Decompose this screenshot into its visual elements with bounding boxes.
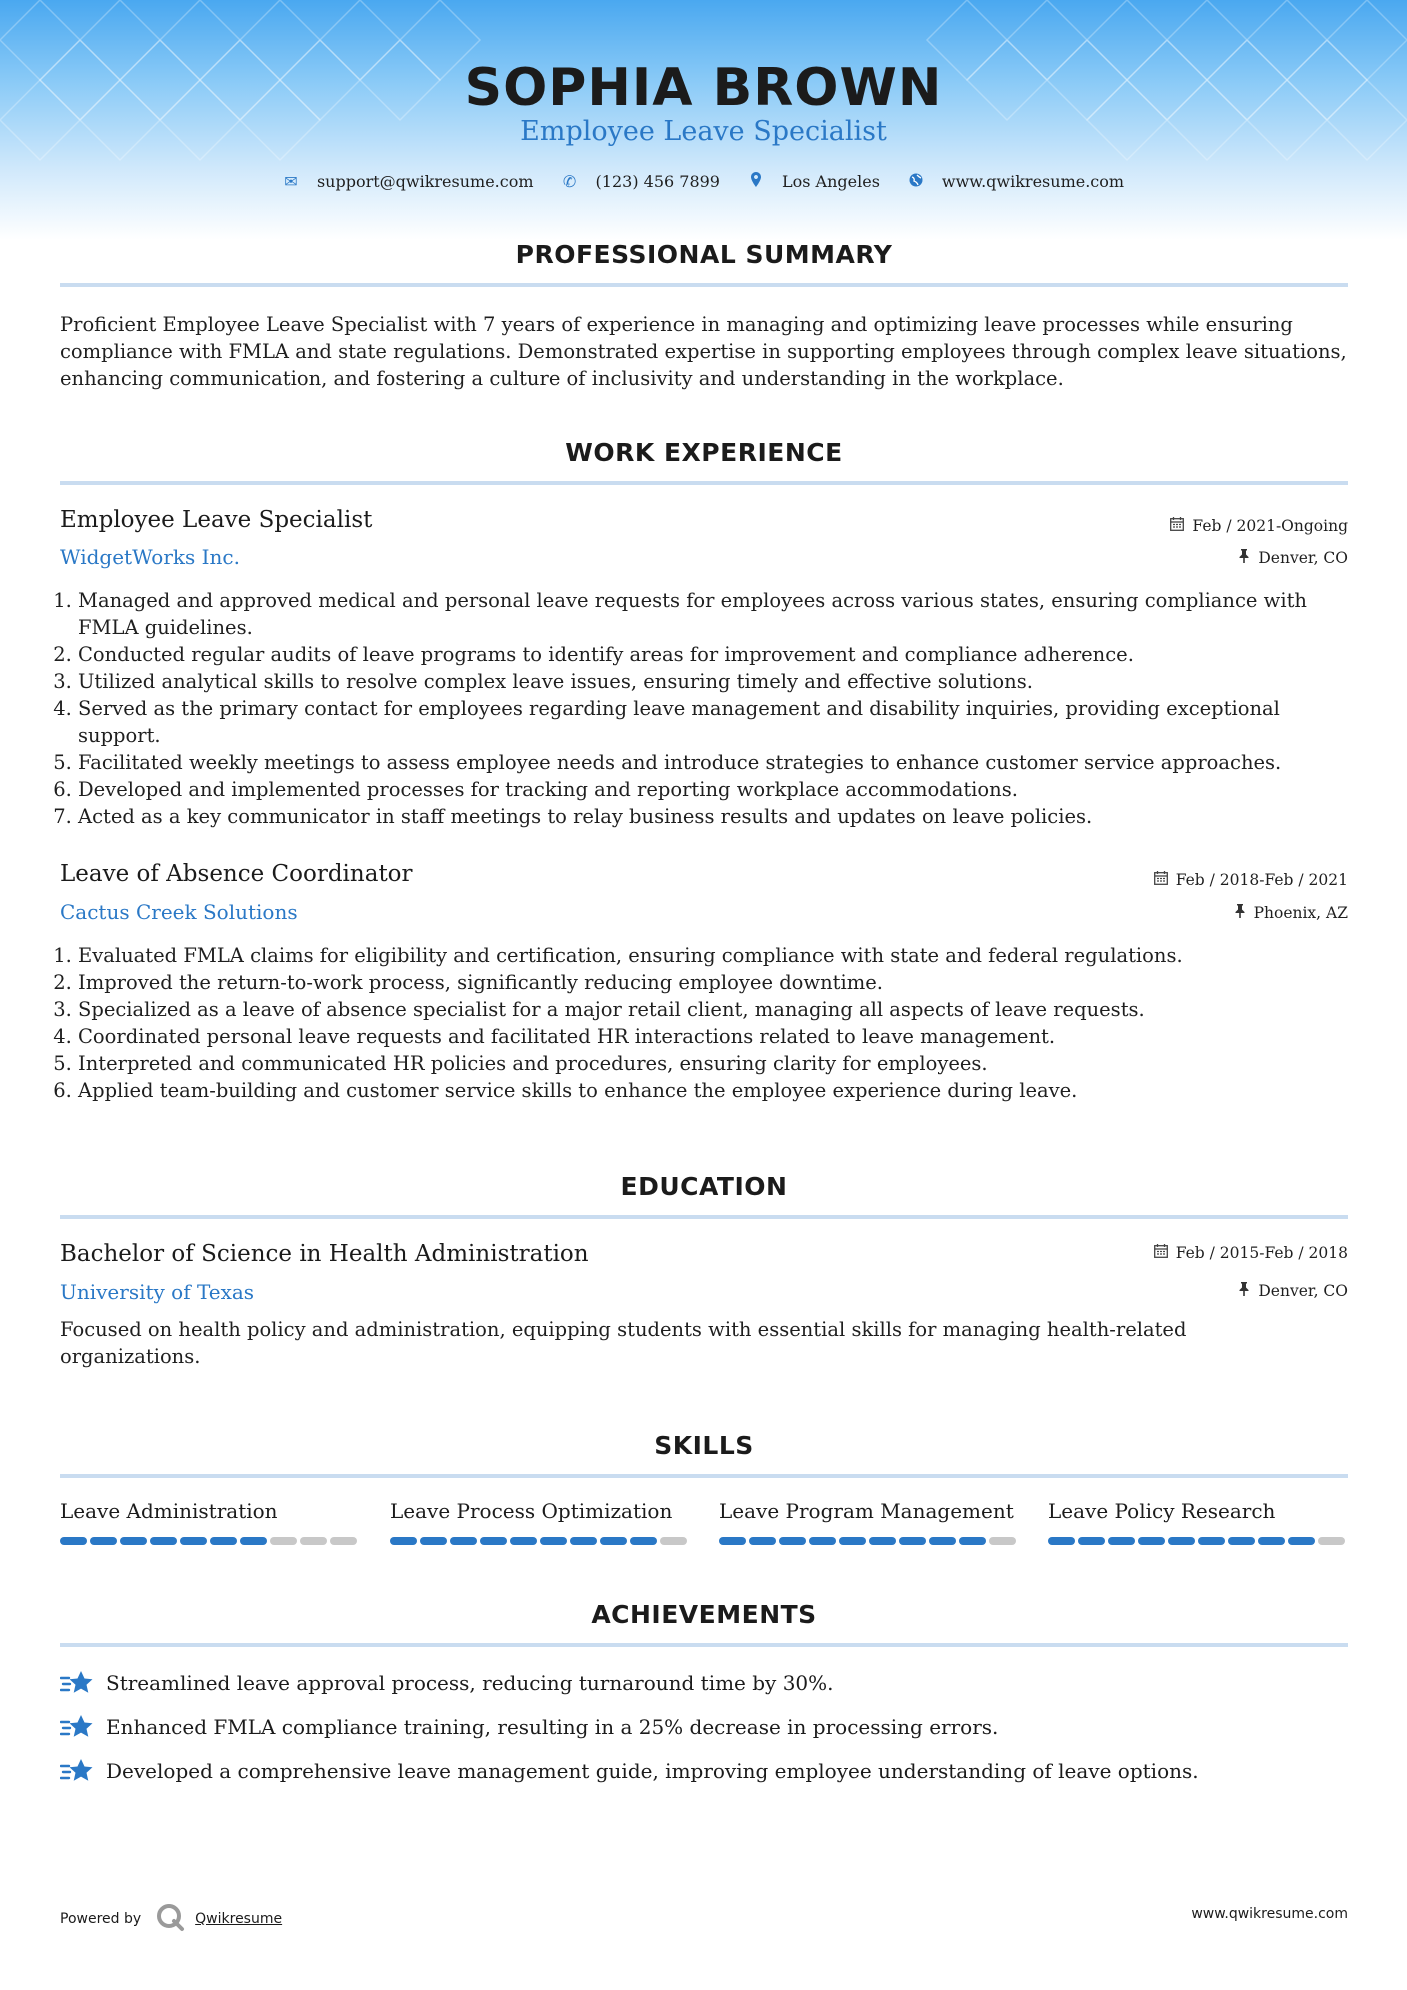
- job-bullets: [78, 587, 1348, 830]
- section-divider: [60, 1474, 1348, 1478]
- skill-level-segment: [300, 1537, 327, 1545]
- skill-level-segment: [839, 1537, 866, 1545]
- skill-level-segment: [390, 1537, 417, 1545]
- list-item: 6. Developed and implemented processes for tracking and reporting workplace accommodations.: [78, 776, 1348, 803]
- section-divider: [60, 1643, 1348, 1647]
- skill-level-segment: [240, 1537, 267, 1545]
- skill-level-segment: [749, 1537, 776, 1545]
- skill-level-segment: [899, 1537, 926, 1545]
- skill-level-segment: [330, 1537, 357, 1545]
- list-item: 3. Specialized as a leave of absence specialist for a major retail client, managing all aspects of leave requests.: [78, 996, 1348, 1023]
- skill-level-segment: [570, 1537, 597, 1545]
- job-dates: [1170, 517, 1348, 535]
- contact-email[interactable]: [283, 172, 534, 191]
- section-divider: [60, 1215, 1348, 1219]
- skill-level-segment: [1318, 1537, 1345, 1545]
- pin-icon: [1238, 1282, 1250, 1300]
- skill-level-segment: [1168, 1537, 1195, 1545]
- list-item: 7. Acted as a key communicator in staff meetings to relay business results and updates on leave policies.: [78, 803, 1348, 830]
- qwikresume-logo-icon: [155, 1902, 185, 1936]
- skill-level-segment: [1108, 1537, 1135, 1545]
- skill-level-segment: [1288, 1537, 1315, 1545]
- list-item: 5. Facilitated weekly meetings to assess employee needs and introduce strategies to enhance customer service approaches.: [78, 749, 1348, 776]
- education-description: Focused on health policy and administration, equipping students with essential skills for managing health-related organizations.: [60, 1318, 1187, 1368]
- skill-level-segment: [1258, 1537, 1285, 1545]
- skill-item: [60, 1499, 360, 1545]
- job-dates-text: Feb / 2021-Ongoing: [1192, 517, 1348, 535]
- list-item: 1. Managed and approved medical and personal leave requests for employees across various states, ensuring compliance with FMLA guidelines.: [78, 587, 1348, 641]
- calendar-icon: [1154, 871, 1168, 889]
- list-item: 6. Applied team-building and customer service skills to enhance the employee experience during leave.: [78, 1077, 1348, 1104]
- skill-name: Leave Process Optimization: [390, 1499, 673, 1523]
- skill-level-segment: [420, 1537, 447, 1545]
- contact-bar: [0, 172, 1407, 191]
- achievement-item: [60, 1757, 1199, 1785]
- skill-level-bar: [1048, 1537, 1348, 1545]
- skill-level-segment: [90, 1537, 117, 1545]
- skill-level-segment: [150, 1537, 177, 1545]
- job-title: Employee Leave Specialist: [60, 507, 373, 533]
- achievements-heading: ACHIEVEMENTS: [591, 1600, 817, 1629]
- contact-location: [748, 172, 880, 191]
- experience-heading: WORK EXPERIENCE: [565, 438, 843, 467]
- skill-level-segment: [450, 1537, 477, 1545]
- contact-email-text: support@qwikresume.com: [316, 172, 534, 191]
- achievement-item: [60, 1669, 834, 1697]
- list-item: 4. Coordinated personal leave requests and facilitated HR interactions related to leave management.: [78, 1023, 1348, 1050]
- job-bullets: [78, 942, 1348, 1104]
- skill-level-segment: [630, 1537, 657, 1545]
- contact-phone[interactable]: [562, 172, 720, 191]
- skill-level-segment: [929, 1537, 956, 1545]
- skill-level-segment: [540, 1537, 567, 1545]
- skill-level-segment: [1228, 1537, 1255, 1545]
- job-location-text: Phoenix, AZ: [1253, 904, 1348, 922]
- phone-icon: ✆: [562, 172, 577, 191]
- contact-website-text: www.qwikresume.com: [941, 172, 1125, 191]
- skill-name: Leave Administration: [60, 1499, 278, 1523]
- skill-level-segment: [600, 1537, 627, 1545]
- job-company: Cactus Creek Solutions: [60, 900, 298, 924]
- footer-website[interactable]: www.qwikresume.com: [1191, 1906, 1348, 1922]
- summary-text: Proficient Employee Leave Specialist with 7 years of experience in managing and optimizing leave processes while ensuring compliance with FMLA and state regulations. Demonstrated expertise in supporting employees through complex leave situations, enhancing communication, and fostering a culture of inclusivity and understanding in the workplace.: [60, 313, 1347, 390]
- envelope-icon: ✉: [284, 172, 298, 191]
- skill-level-segment: [1078, 1537, 1105, 1545]
- skill-level-segment: [180, 1537, 207, 1545]
- summary-heading: PROFESSIONAL SUMMARY: [515, 240, 893, 269]
- job-dates: [1154, 871, 1348, 889]
- section-divider: [60, 283, 1348, 287]
- skill-level-segment: [1048, 1537, 1075, 1545]
- skill-level-segment: [809, 1537, 836, 1545]
- qwikresume-link[interactable]: Qwikresume: [195, 1911, 283, 1927]
- education-heading: EDUCATION: [620, 1172, 788, 1201]
- list-item: 1. Evaluated FMLA claims for eligibility and certification, ensuring compliance with state and federal regulations.: [78, 942, 1348, 969]
- map-marker-icon: [748, 172, 764, 191]
- school-name: University of Texas: [60, 1280, 255, 1304]
- skill-name: Leave Policy Research: [1048, 1499, 1276, 1523]
- achievement-text: Enhanced FMLA compliance training, resulting in a 25% decrease in processing errors.: [106, 1715, 999, 1739]
- skill-level-bar: [390, 1537, 690, 1545]
- star-icon: [60, 1669, 94, 1697]
- skill-level-bar: [60, 1537, 360, 1545]
- job-title: Leave of Absence Coordinator: [60, 861, 413, 887]
- skill-name: Leave Program Management: [719, 1499, 1014, 1523]
- calendar-icon: [1170, 517, 1184, 535]
- candidate-name: SOPHIA BROWN: [464, 58, 943, 118]
- calendar-icon: [1154, 1244, 1168, 1262]
- powered-by-label: Powered by: [60, 1911, 142, 1927]
- job-company: WidgetWorks Inc.: [60, 545, 240, 569]
- pin-icon: [1234, 904, 1246, 922]
- job-location: [1234, 904, 1348, 922]
- contact-website[interactable]: [908, 172, 1124, 191]
- list-item: 3. Utilized analytical skills to resolve complex leave issues, ensuring timely and effective solutions.: [78, 668, 1348, 695]
- globe-icon: [908, 172, 924, 191]
- section-divider: [60, 481, 1348, 485]
- skill-level-segment: [210, 1537, 237, 1545]
- skill-level-segment: [1138, 1537, 1165, 1545]
- skill-level-segment: [869, 1537, 896, 1545]
- skill-level-segment: [270, 1537, 297, 1545]
- list-item: 2. Conducted regular audits of leave programs to identify areas for improvement and compliance adherence.: [78, 641, 1348, 668]
- job-location-text: Denver, CO: [1258, 549, 1348, 567]
- skill-level-segment: [480, 1537, 507, 1545]
- education-dates: [1154, 1244, 1348, 1262]
- achievement-text: Streamlined leave approval process, reducing turnaround time by 30%.: [106, 1671, 834, 1695]
- skill-level-segment: [660, 1537, 687, 1545]
- skill-level-segment: [989, 1537, 1016, 1545]
- skill-level-segment: [60, 1537, 87, 1545]
- skill-level-segment: [120, 1537, 147, 1545]
- footer-powered-by: [60, 1902, 282, 1936]
- candidate-title: Employee Leave Specialist: [520, 116, 887, 147]
- pin-icon: [1238, 549, 1250, 567]
- contact-phone-text: (123) 456 7899: [595, 172, 720, 191]
- skill-item: [719, 1499, 1019, 1545]
- skill-level-segment: [1198, 1537, 1225, 1545]
- achievement-item: [60, 1713, 998, 1741]
- list-item: 2. Improved the return-to-work process, significantly reducing employee downtime.: [78, 969, 1348, 996]
- education-dates-text: Feb / 2015-Feb / 2018: [1175, 1244, 1348, 1262]
- skill-level-segment: [959, 1537, 986, 1545]
- degree-title: Bachelor of Science in Health Administration: [60, 1241, 589, 1267]
- achievement-text: Developed a comprehensive leave management guide, improving employee understanding of leave options.: [106, 1759, 1199, 1783]
- skill-level-segment: [719, 1537, 746, 1545]
- job-location: [1238, 549, 1348, 567]
- skill-level-bar: [719, 1537, 1019, 1545]
- skill-level-segment: [779, 1537, 806, 1545]
- education-location: [1238, 1282, 1348, 1300]
- skill-level-segment: [510, 1537, 537, 1545]
- skills-heading: SKILLS: [654, 1431, 754, 1460]
- education-location-text: Denver, CO: [1258, 1282, 1348, 1300]
- job-dates-text: Feb / 2018-Feb / 2021: [1175, 871, 1348, 889]
- list-item: 5. Interpreted and communicated HR policies and procedures, ensuring clarity for employees.: [78, 1050, 1348, 1077]
- star-icon: [60, 1713, 94, 1741]
- skill-item: [390, 1499, 690, 1545]
- list-item: 4. Served as the primary contact for employees regarding leave management and disability inquiries, providing exceptional support.: [78, 695, 1348, 749]
- star-icon: [60, 1757, 94, 1785]
- contact-location-text: Los Angeles: [781, 172, 880, 191]
- skill-item: [1048, 1499, 1348, 1545]
